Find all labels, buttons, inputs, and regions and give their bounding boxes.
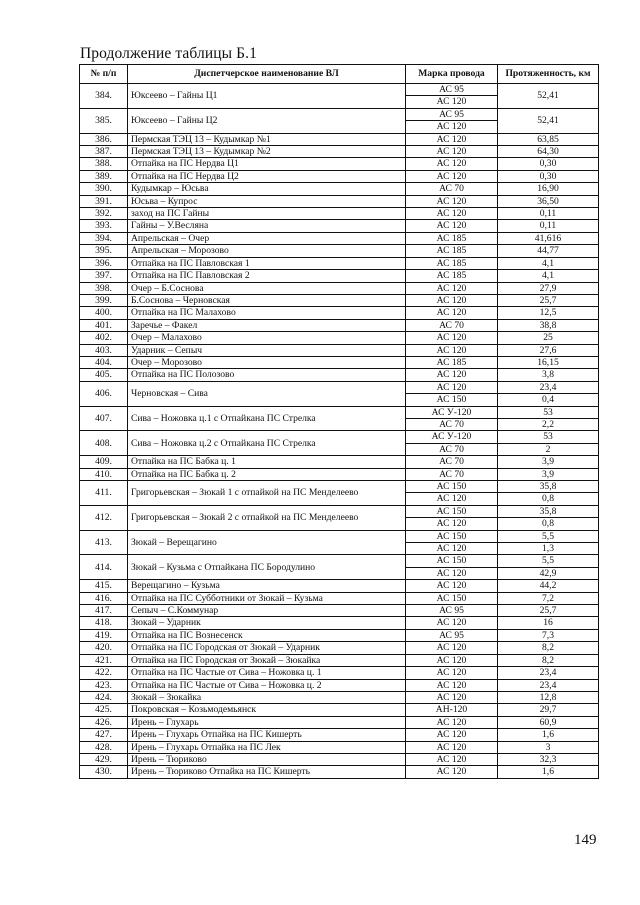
table-body — [80, 84, 599, 779]
row-number: 392. — [80, 208, 128, 220]
table-row — [80, 753, 599, 765]
row-number: 410. — [80, 468, 128, 480]
table-row — [80, 580, 599, 592]
row-number: 401. — [80, 319, 128, 331]
line-length: 52,41 — [498, 84, 599, 109]
wire-brand: АС 120 — [406, 96, 498, 108]
wire-brand: АН-120 — [406, 704, 498, 716]
line-name: заход на ПС Гайны — [128, 208, 406, 220]
row-number: 388. — [80, 158, 128, 170]
line-length: 7,2 — [498, 592, 599, 604]
wire-brand: АС 185 — [406, 356, 498, 368]
line-length: 5,5 — [498, 555, 599, 567]
table-row — [80, 307, 599, 319]
line-name: Б.Соснова – Черновская — [128, 294, 406, 306]
table-row — [80, 257, 599, 269]
line-length: 35,8 — [498, 505, 599, 517]
line-length: 23,4 — [498, 381, 599, 393]
line-name: Зюкай – Зюкайка — [128, 691, 406, 703]
table-row — [80, 629, 599, 641]
row-number: 418. — [80, 617, 128, 629]
line-length: 16,15 — [498, 356, 599, 368]
wire-brand: АС 120 — [406, 567, 498, 579]
line-name: Апрельская – Морозово — [128, 245, 406, 257]
page-number: 149 — [574, 832, 597, 848]
line-length: 27,9 — [498, 282, 599, 294]
line-name: Пермская ТЭЦ 13 – Кудымкар №2 — [128, 146, 406, 158]
wire-brand: АС 95 — [406, 108, 498, 120]
wire-brand: АС 120 — [406, 753, 498, 765]
line-name: Апрельская – Очер — [128, 232, 406, 244]
wire-brand: АС 150 — [406, 530, 498, 542]
wire-brand: АС 120 — [406, 642, 498, 654]
line-name: Пермская ТЭЦ 13 – Кудымкар №1 — [128, 133, 406, 145]
wire-brand: АС 120 — [406, 170, 498, 182]
table-row — [80, 146, 599, 158]
line-length: 25 — [498, 332, 599, 344]
line-length: 60,9 — [498, 716, 599, 728]
line-length: 53 — [498, 406, 599, 418]
line-name: Отпайка на ПС Павловская 1 — [128, 257, 406, 269]
wire-brand: АС 120 — [406, 766, 498, 778]
line-name: Очер – Малахово — [128, 332, 406, 344]
row-number: 404. — [80, 356, 128, 368]
table-row — [80, 282, 599, 294]
wire-brand: АС 120 — [406, 344, 498, 356]
line-name: Отпайка на ПС Бабка ц. 2 — [128, 468, 406, 480]
table-row — [80, 592, 599, 604]
line-name: Ударник – Сепыч — [128, 344, 406, 356]
table-row — [80, 679, 599, 691]
table-row — [80, 208, 599, 220]
wire-brand: АС 185 — [406, 245, 498, 257]
row-number: 422. — [80, 667, 128, 679]
table-row — [80, 741, 599, 753]
line-name: Сива – Ножовка ц.2 с Отпайкана ПС Стрелка — [128, 431, 406, 456]
line-length: 44,77 — [498, 245, 599, 257]
line-length: 1,6 — [498, 729, 599, 741]
table-row — [80, 605, 599, 617]
wire-brand: АС 185 — [406, 232, 498, 244]
wire-brand: АС 95 — [406, 84, 498, 96]
wire-brand: АС 120 — [406, 220, 498, 232]
table-row — [80, 232, 599, 244]
row-number: 420. — [80, 642, 128, 654]
wire-brand: АС 120 — [406, 654, 498, 666]
row-number: 425. — [80, 704, 128, 716]
row-number: 426. — [80, 716, 128, 728]
wire-brand: АС 150 — [406, 394, 498, 406]
line-length: 0,4 — [498, 394, 599, 406]
row-number: 424. — [80, 691, 128, 703]
wire-brand: АС 120 — [406, 381, 498, 393]
wire-brand: АС 120 — [406, 133, 498, 145]
line-length: 25,7 — [498, 605, 599, 617]
wire-brand: АС 70 — [406, 418, 498, 430]
wire-brand: АС У-120 — [406, 431, 498, 443]
table-row — [80, 294, 599, 306]
header-wire-brand: Марка провода — [406, 65, 498, 84]
line-length: 27,6 — [498, 344, 599, 356]
line-name: Отпайка на ПС Бабка ц. 1 — [128, 456, 406, 468]
line-length: 35,8 — [498, 481, 599, 493]
row-number: 427. — [80, 729, 128, 741]
line-name: Покровская – Козьмодемьянск — [128, 704, 406, 716]
table-row — [80, 667, 599, 679]
line-name: Ирень – Глухарь Отпайка на ПС Лек — [128, 741, 406, 753]
header-length: Протяженность, км — [498, 65, 599, 84]
line-length: 1,6 — [498, 766, 599, 778]
line-length: 29,7 — [498, 704, 599, 716]
power-lines-table — [79, 64, 599, 779]
table-row — [80, 654, 599, 666]
line-length: 3,9 — [498, 468, 599, 480]
row-number: 403. — [80, 344, 128, 356]
line-length: 64,30 — [498, 146, 599, 158]
line-length: 16 — [498, 617, 599, 629]
row-number: 405. — [80, 369, 128, 381]
header-number: № п/п — [80, 65, 128, 84]
wire-brand: АС 185 — [406, 270, 498, 282]
line-length: 38,8 — [498, 319, 599, 331]
line-length: 23,4 — [498, 667, 599, 679]
line-length: 16,90 — [498, 183, 599, 195]
table-row — [80, 431, 599, 443]
wire-brand: АС 120 — [406, 121, 498, 133]
line-length: 23,4 — [498, 679, 599, 691]
row-number: 400. — [80, 307, 128, 319]
wire-brand: АС 120 — [406, 741, 498, 753]
row-number: 393. — [80, 220, 128, 232]
wire-brand: АС 120 — [406, 729, 498, 741]
wire-brand: АС 120 — [406, 158, 498, 170]
line-name: Зюкай – Кузьма с Отпайкана ПС Бородулино — [128, 555, 406, 580]
row-number: 414. — [80, 555, 128, 580]
table-row — [80, 555, 599, 567]
wire-brand: АС 70 — [406, 183, 498, 195]
wire-brand: АС 120 — [406, 307, 498, 319]
line-length: 3,9 — [498, 456, 599, 468]
row-number: 411. — [80, 481, 128, 506]
row-number: 397. — [80, 270, 128, 282]
row-number: 399. — [80, 294, 128, 306]
wire-brand: АС 120 — [406, 518, 498, 530]
line-name: Зюкай – Ударник — [128, 617, 406, 629]
line-length: 12,8 — [498, 691, 599, 703]
table-row — [80, 766, 599, 778]
wire-brand: АС 120 — [406, 282, 498, 294]
table-row — [80, 183, 599, 195]
row-number: 407. — [80, 406, 128, 431]
line-name: Юксеево – Гайны Ц1 — [128, 84, 406, 109]
line-length: 0,11 — [498, 220, 599, 232]
row-number: 396. — [80, 257, 128, 269]
table-row — [80, 220, 599, 232]
wire-brand: АС 120 — [406, 369, 498, 381]
line-name: Ирень – Тюриково Отпайка на ПС Кишерть — [128, 766, 406, 778]
line-name: Сепыч – С.Коммунар — [128, 605, 406, 617]
line-length: 5,5 — [498, 530, 599, 542]
wire-brand: АС 120 — [406, 146, 498, 158]
table-row — [80, 691, 599, 703]
line-length: 63,85 — [498, 133, 599, 145]
line-length: 4,1 — [498, 270, 599, 282]
row-number: 385. — [80, 108, 128, 133]
wire-brand: АС 120 — [406, 195, 498, 207]
line-name: Верещагино – Кузьма — [128, 580, 406, 592]
line-name: Отпайка на ПС Нердва Ц1 — [128, 158, 406, 170]
wire-brand: АС 150 — [406, 505, 498, 517]
table-row — [80, 456, 599, 468]
line-name: Отпайка на ПС Малахово — [128, 307, 406, 319]
line-name: Отпайка на ПС Нердва Ц2 — [128, 170, 406, 182]
line-name: Кудымкар – Юсьва — [128, 183, 406, 195]
line-name: Очер – Б.Соснова — [128, 282, 406, 294]
row-number: 421. — [80, 654, 128, 666]
line-length: 12,5 — [498, 307, 599, 319]
row-number: 386. — [80, 133, 128, 145]
line-length: 41,616 — [498, 232, 599, 244]
line-name: Отпайка на ПС Частые от Сива – Ножовка ц. 1 — [128, 667, 406, 679]
table-row — [80, 642, 599, 654]
line-name: Гайны – У.Весляна — [128, 220, 406, 232]
table-row — [80, 319, 599, 331]
wire-brand: АС 70 — [406, 443, 498, 455]
wire-brand: АС 150 — [406, 555, 498, 567]
row-number: 417. — [80, 605, 128, 617]
line-name: Юсьва – Купрос — [128, 195, 406, 207]
line-length: 44,2 — [498, 580, 599, 592]
table-row — [80, 245, 599, 257]
row-number: 406. — [80, 381, 128, 406]
table-row — [80, 356, 599, 368]
wire-brand: АС 120 — [406, 294, 498, 306]
wire-brand: АС 120 — [406, 332, 498, 344]
table-row — [80, 108, 599, 120]
row-number: 387. — [80, 146, 128, 158]
line-name: Зюкай – Верещагино — [128, 530, 406, 555]
wire-brand: АС 150 — [406, 481, 498, 493]
line-name: Отпайка на ПС Полозово — [128, 369, 406, 381]
row-number: 413. — [80, 530, 128, 555]
wire-brand: АС 70 — [406, 468, 498, 480]
table-row — [80, 369, 599, 381]
line-name: Григорьевская – Зюкай 2 с отпайкой на ПС Менделеево — [128, 505, 406, 530]
line-length: 0,30 — [498, 170, 599, 182]
line-length: 2 — [498, 443, 599, 455]
wire-brand: АС 120 — [406, 580, 498, 592]
table-row — [80, 729, 599, 741]
row-number: 408. — [80, 431, 128, 456]
table-row — [80, 158, 599, 170]
wire-brand: АС 120 — [406, 667, 498, 679]
line-name: Очер – Морозово — [128, 356, 406, 368]
row-number: 412. — [80, 505, 128, 530]
row-number: 415. — [80, 580, 128, 592]
wire-brand: АС 70 — [406, 456, 498, 468]
table-header-row — [80, 65, 599, 84]
line-length: 0,8 — [498, 493, 599, 505]
line-name: Сива – Ножовка ц.1 с Отпайкана ПС Стрелка — [128, 406, 406, 431]
line-name: Отпайка на ПС Павловская 2 — [128, 270, 406, 282]
line-length: 0,11 — [498, 208, 599, 220]
table-row — [80, 84, 599, 96]
row-number: 398. — [80, 282, 128, 294]
table-row — [80, 133, 599, 145]
row-number: 423. — [80, 679, 128, 691]
wire-brand: АС 185 — [406, 257, 498, 269]
line-length: 2,2 — [498, 418, 599, 430]
table-row — [80, 332, 599, 344]
table-row — [80, 481, 599, 493]
line-name: Отпайка на ПС Частые от Сива – Ножовка ц. 2 — [128, 679, 406, 691]
wire-brand: АС 70 — [406, 319, 498, 331]
row-number: 395. — [80, 245, 128, 257]
table-row — [80, 704, 599, 716]
line-length: 3,8 — [498, 369, 599, 381]
line-length: 3 — [498, 741, 599, 753]
line-name: Ирень – Глухарь — [128, 716, 406, 728]
line-length: 36,50 — [498, 195, 599, 207]
wire-brand: АС 120 — [406, 208, 498, 220]
row-number: 402. — [80, 332, 128, 344]
row-number: 430. — [80, 766, 128, 778]
line-length: 25,7 — [498, 294, 599, 306]
line-name: Юксеево – Гайны Ц2 — [128, 108, 406, 133]
table-row — [80, 617, 599, 629]
line-length: 0,8 — [498, 518, 599, 530]
line-length: 8,2 — [498, 654, 599, 666]
row-number: 416. — [80, 592, 128, 604]
header-line-name: Диспетчерское наименование ВЛ — [128, 65, 406, 84]
wire-brand: АС 95 — [406, 605, 498, 617]
line-length: 42,9 — [498, 567, 599, 579]
line-length: 53 — [498, 431, 599, 443]
wire-brand: АС 150 — [406, 592, 498, 604]
line-name: Отпайка на ПС Городская от Зюкай – Ударник — [128, 642, 406, 654]
table-row — [80, 468, 599, 480]
table-row — [80, 195, 599, 207]
wire-brand: АС У-120 — [406, 406, 498, 418]
wire-brand: АС 120 — [406, 543, 498, 555]
row-number: 391. — [80, 195, 128, 207]
wire-brand: АС 120 — [406, 716, 498, 728]
line-length: 32,3 — [498, 753, 599, 765]
row-number: 428. — [80, 741, 128, 753]
table-row — [80, 716, 599, 728]
row-number: 409. — [80, 456, 128, 468]
line-name: Отпайка на ПС Субботники от Зюкай – Кузьма — [128, 592, 406, 604]
line-length: 52,41 — [498, 108, 599, 133]
table-row — [80, 381, 599, 393]
line-length: 1,3 — [498, 543, 599, 555]
wire-brand: АС 120 — [406, 617, 498, 629]
row-number: 394. — [80, 232, 128, 244]
table-row — [80, 530, 599, 542]
wire-brand: АС 120 — [406, 679, 498, 691]
wire-brand: АС 120 — [406, 493, 498, 505]
table-row — [80, 344, 599, 356]
line-name: Ирень – Тюриково — [128, 753, 406, 765]
line-name: Отпайка на ПС Городская от Зюкай – Зюкайка — [128, 654, 406, 666]
line-name: Черновская – Сива — [128, 381, 406, 406]
line-length: 8,2 — [498, 642, 599, 654]
line-name: Отпайка на ПС Вознесенск — [128, 629, 406, 641]
line-length: 4,1 — [498, 257, 599, 269]
row-number: 389. — [80, 170, 128, 182]
wire-brand: АС 120 — [406, 691, 498, 703]
line-length: 0,30 — [498, 158, 599, 170]
table-row — [80, 505, 599, 517]
table-caption: Продолжение таблицы Б.1 — [80, 45, 257, 62]
row-number: 390. — [80, 183, 128, 195]
table-row — [80, 170, 599, 182]
line-length: 7,3 — [498, 629, 599, 641]
line-name: Григорьевская – Зюкай 1 с отпайкой на ПС Менделеево — [128, 481, 406, 506]
row-number: 429. — [80, 753, 128, 765]
line-name: Ирень – Глухарь Отпайка на ПС Кишерть — [128, 729, 406, 741]
row-number: 419. — [80, 629, 128, 641]
row-number: 384. — [80, 84, 128, 109]
table-row — [80, 270, 599, 282]
wire-brand: АС 95 — [406, 629, 498, 641]
table-row — [80, 406, 599, 418]
line-name: Заречье – Факел — [128, 319, 406, 331]
